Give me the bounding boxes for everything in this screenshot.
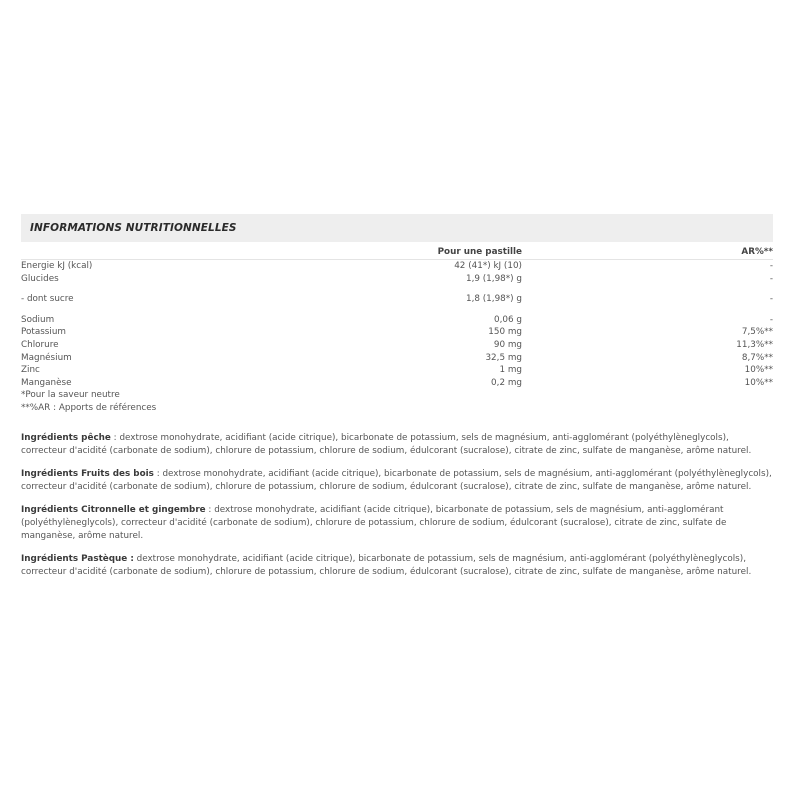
nutrient-name: Manganèse <box>21 377 72 388</box>
ingredient-title: Ingrédients pêche <box>21 433 111 443</box>
nutrient-name: Glucides <box>21 273 59 284</box>
table-spacer <box>21 306 773 314</box>
nutrient-value: 1 mg <box>499 365 522 376</box>
nutrient-ar: 8,7%** <box>741 352 773 363</box>
nutrient-name: Magnésium <box>21 352 72 363</box>
ingredient-title: Ingrédients Fruits des bois <box>21 469 154 480</box>
table-row <box>21 293 773 306</box>
footnote-neutral: *Pour la saveur neutre <box>21 390 120 401</box>
nutrient-ar: 10%** <box>744 365 773 376</box>
nutrient-ar: 7,5%** <box>741 327 773 338</box>
table-row <box>21 364 773 377</box>
nutrient-ar: 11,3%** <box>736 339 773 350</box>
header-nutrient <box>21 245 321 260</box>
nutrient-value: 0,2 mg <box>491 377 522 388</box>
nutrient-name: - dont sucre <box>21 294 74 305</box>
nutrition-header <box>21 214 773 242</box>
ingredient-block-pasteque <box>21 553 773 578</box>
ingredients-section <box>21 432 773 589</box>
ingredient-block-peche <box>21 432 773 457</box>
header-ar: AR%** <box>522 245 773 260</box>
nutrition-panel <box>21 214 773 415</box>
table-row <box>21 326 773 339</box>
nutrient-ar: - <box>769 273 773 284</box>
ingredient-text: : dextrose monohydrate, acidifiant (acide citrique), bicarbonate de potassium, sels de magnésium, anti-agglomérant (polyéthylèneglycols), correcteur d'acidité (carbonate de sodium), chlorure de potassium, chlorure de sodium, édulcorant (sucralose), citrate de zinc, sulfate de manganèse, arôme naturel. <box>21 433 752 456</box>
table-row <box>21 260 773 273</box>
ingredient-block-citronnelle-gingembre <box>21 504 773 542</box>
nutrient-value: 32,5 mg <box>485 352 522 363</box>
table-spacer <box>21 285 773 293</box>
nutrient-value: 42 (41*) kJ (10) <box>454 261 522 271</box>
nutrient-name: Zinc <box>21 365 40 376</box>
nutrient-name: Energie kJ (kcal) <box>21 261 93 271</box>
table-row <box>21 339 773 352</box>
footnote-row <box>21 402 773 415</box>
nutrient-name: Potassium <box>21 327 66 338</box>
nutrient-ar: - <box>769 294 773 305</box>
nutrient-name: Chlorure <box>21 339 59 350</box>
footnote-ar: **%AR : Apports de références <box>21 402 157 413</box>
nutrient-ar: - <box>769 314 773 325</box>
table-row <box>21 314 773 327</box>
nutrient-value: 1,9 (1,98*) g <box>465 273 522 284</box>
ingredient-text: : dextrose monohydrate, acidifiant (acide citrique), bicarbonate de potassium, sels de magnésium, anti-agglomérant (polyéthylèneglycols), correcteur d'acidité (carbonate de sodium), chlorure de potassium, chlorure de sodium, édulcorant (sucralose), citrate de zinc, sulfate de manganèse, arôme naturel. <box>21 469 772 492</box>
nutrient-value: 150 mg <box>488 327 522 338</box>
nutrient-value: 90 mg <box>493 339 522 350</box>
table-row <box>21 273 773 286</box>
nutrition-table-header <box>21 245 773 260</box>
nutrient-ar: 10%** <box>744 377 773 388</box>
footnote-row <box>21 389 773 402</box>
ingredient-text: dextrose monohydrate, acidifiant (acide citrique), bicarbonate de potassium, sels de magnésium, anti-agglomérant (polyéthylèneglycols), correcteur d'acidité (carbonate de sodium), chlorure de potassium, chlorure de sodium, édulcorant (sucralose), citrate de zinc, sulfate de manganèse, arôme naturel. <box>21 554 752 577</box>
nutrient-value: 1,8 (1,98*) g <box>465 294 522 305</box>
nutrition-table <box>21 245 773 415</box>
nutrition-title: INFORMATIONS NUTRITIONNELLES <box>30 222 237 234</box>
ingredient-text: : dextrose monohydrate, acidifiant (acide citrique), bicarbonate de potassium, sels de magnésium, anti-agglomérant (polyéthylèneglycols), correcteur d'acidité (carbonate de sodium), chlorure de potassium, chlorure de sodium, édulcorant (sucralose), citrate de zinc, sulfate de manganèse, arôme naturel. <box>21 505 727 541</box>
table-row <box>21 352 773 365</box>
ingredient-title: Ingrédients Citronnelle et gingembre <box>21 505 206 516</box>
nutrient-name: Sodium <box>21 314 55 325</box>
nutrient-ar: - <box>769 261 773 271</box>
nutrient-value: 0,06 g <box>494 314 522 325</box>
table-row <box>21 377 773 390</box>
ingredient-title: Ingrédients Pastèque : <box>21 554 134 565</box>
ingredient-block-fruits-des-bois <box>21 468 773 493</box>
header-per-unit: Pour une pastille <box>321 245 522 260</box>
